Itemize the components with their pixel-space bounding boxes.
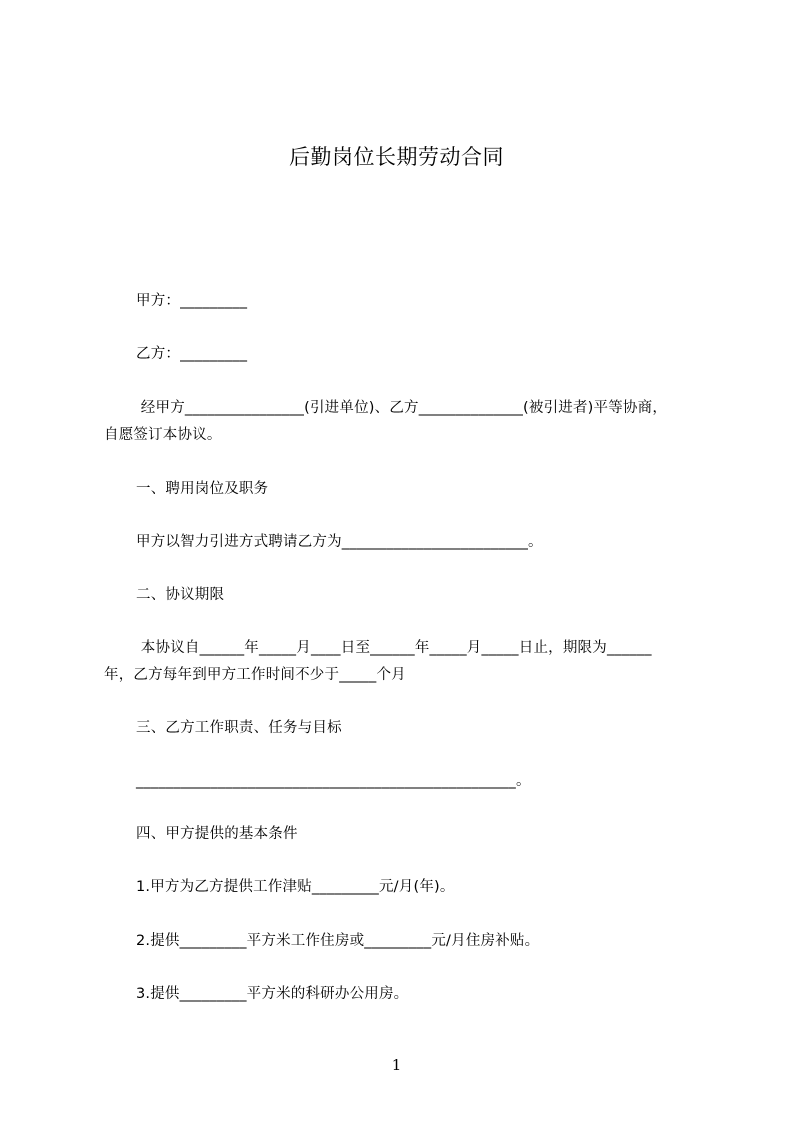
section-3-blank: ___________________________________________________。 [136, 773, 531, 789]
section-4-item-1: 1.甲方为乙方提供工作津贴_________元/月(年)。 [136, 879, 455, 895]
section-1-text: 甲方以智力引进方式聘请乙方为_________________________。 [136, 534, 543, 550]
section-2-heading: 二、协议期限 [136, 587, 225, 603]
intro-line-2: 自愿签订本协议。 [104, 427, 222, 443]
section-2-line-1: 本协议自______年_____月____日至______年_____月_____日止，期限为______ [136, 640, 652, 656]
document-title: 后勤岗位长期劳动合同 [289, 145, 504, 169]
section-4-item-2: 2.提供_________平方米工作住房或_________元/月住房补贴。 [136, 933, 540, 949]
section-3-heading: 三、乙方工作职责、任务与目标 [136, 720, 342, 736]
section-4-heading: 四、甲方提供的基本条件 [136, 826, 298, 842]
section-4-item-3: 3.提供_________平方米的科研办公用房。 [136, 986, 409, 1002]
party-a-line: 甲方：_________ [136, 293, 248, 309]
intro-line-1: 经甲方________________(引进单位)、乙方______________(被引进者)平等协商， [136, 400, 668, 416]
section-2-line-2: 年，乙方每年到甲方工作时间不少于_____个月 [104, 667, 406, 683]
page-number: 1 [391, 1056, 402, 1074]
section-1-heading: 一、聘用岗位及职务 [136, 481, 269, 497]
party-b-line: 乙方：_________ [136, 346, 248, 362]
